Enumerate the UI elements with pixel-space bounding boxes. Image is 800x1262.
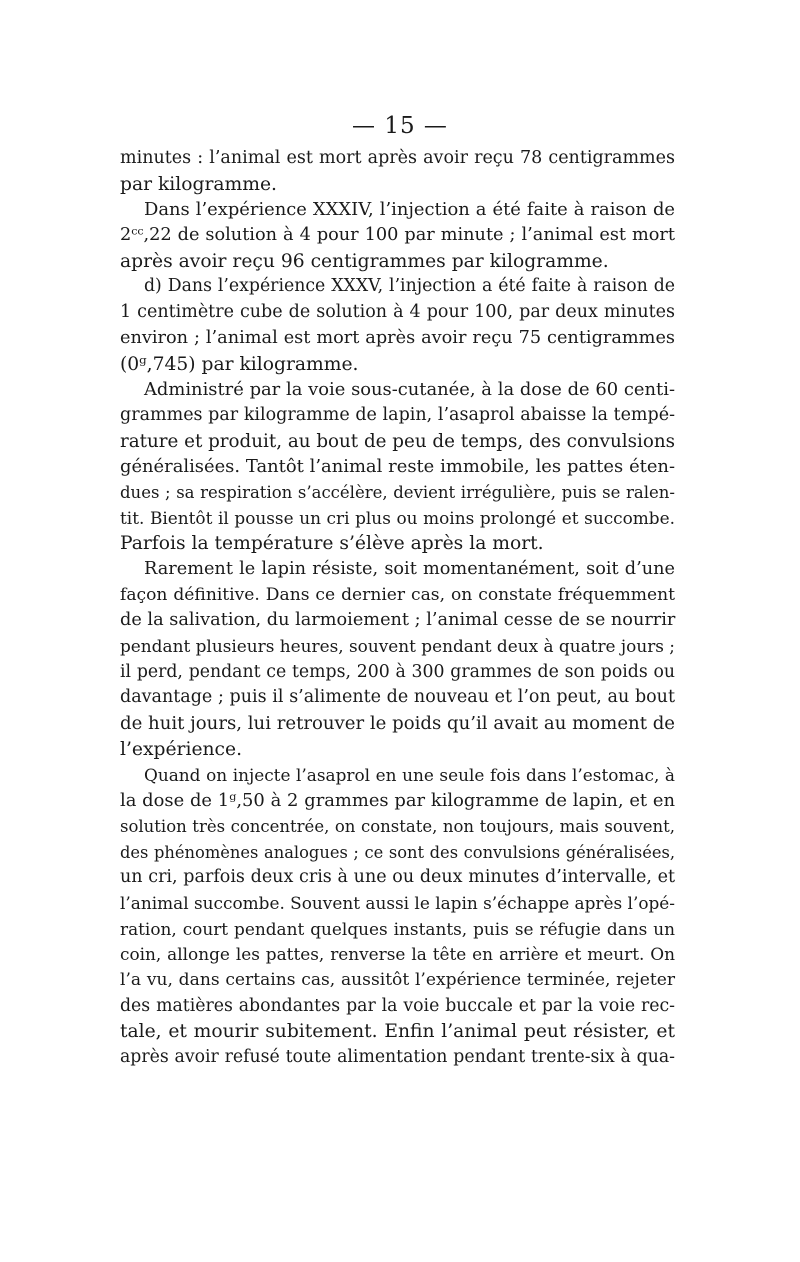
text-line: davantage ; puis il s’alimente de nouveau et l’on peut, au bout (120, 687, 675, 708)
text-line: après avoir refusé toute alimentation pendant trente-six à qua- (120, 1047, 675, 1068)
text-line: Administré par la voie sous-cutanée, à la dose de 60 centi- (144, 379, 675, 401)
text-line: tit. Bientôt il pousse un cri plus ou moins prolongé et succombe. (120, 507, 675, 528)
text-line: des phénomènes analogues ; ce sont des convulsions généralisées, (120, 842, 675, 862)
text-line: coin, allonge les pattes, renverse la tête en arrière et meurt. On (120, 944, 675, 965)
text-line: minutes : l’animal est mort après avoir reçu 78 centigrammes (120, 148, 675, 168)
text-line: environ ; l’animal est mort après avoir reçu 75 centigrammes (120, 327, 675, 348)
text-line: rature et produit, au bout de peu de temps, des convulsions (120, 430, 676, 452)
text-line: 2ᶜᶜ,22 de solution à 4 pour 100 par minute ; l’animal est mort (120, 225, 675, 246)
text-line: solution très concentrée, on constate, non toujours, mais souvent, (120, 816, 675, 836)
text-line: d) Dans l’expérience XXXV, l’injection a été faite à raison de (144, 276, 675, 297)
text-line: des matières abondantes par la voie buccale et par la voie rec- (120, 995, 675, 1016)
text-line: de la salivation, du larmoiement ; l’animal cesse de se nourrir (120, 610, 676, 631)
text-line: pendant plusieurs heures, souvent pendant deux à quatre jours ; (120, 636, 675, 657)
text-line: l’a vu, dans certains cas, aussitôt l’expérience terminée, rejeter (120, 970, 675, 990)
text-line: l’expérience. (120, 738, 243, 760)
text-line: après avoir reçu 96 centigrammes par kilogramme. (120, 250, 609, 272)
body-text (120, 146, 675, 1071)
text-line: dues ; sa respiration s’accélère, devient irrégulière, puis se ralen- (120, 482, 675, 502)
text-line: la dose de 1ᵍ,50 à 2 grammes par kilogramme de lapin, et en (120, 790, 675, 812)
text-line: (0ᵍ,745) par kilogramme. (120, 353, 359, 375)
text-line: un cri, parfois deux cris à une ou deux minutes d’intervalle, et (120, 867, 675, 888)
text-line: généralisées. Tantôt l’animal reste immobile, les pattes éten- (120, 456, 675, 478)
page-number-header: — 15 — (352, 113, 448, 139)
text-line: Parfois la température s’élève après la mort. (120, 533, 544, 555)
text-line: grammes par kilogramme de lapin, l’asaprol abaisse la tempé- (120, 404, 675, 425)
text-line: de huit jours, lui retrouver le poids qu’il avait au moment de (120, 713, 676, 735)
text-line: Rarement le lapin résiste, soit momentanément, soit d’une (144, 559, 675, 579)
text-line: tale, et mourir subitement. Enfin l’animal peut résister, et (120, 1021, 675, 1043)
text-line: il perd, pendant ce temps, 200 à 300 grammes de son poids ou (120, 661, 675, 682)
text-line: 1 centimètre cube de solution à 4 pour 100, par deux minutes (120, 302, 675, 323)
text-line: Quand on injecte l’asaprol en une seule fois dans l’estomac, à (144, 764, 675, 785)
text-line: façon définitive. Dans ce dernier cas, on constate fréquemment (120, 584, 675, 605)
text-line: Dans l’expérience XXXIV, l’injection a été faite à raison de (144, 199, 675, 221)
text-line: ration, court pendant quelques instants, puis se réfugie dans un (120, 918, 675, 939)
text-line: l’animal succombe. Souvent aussi le lapin s’échappe après l’opé- (120, 892, 675, 913)
text-line: par kilogramme. (120, 173, 277, 195)
